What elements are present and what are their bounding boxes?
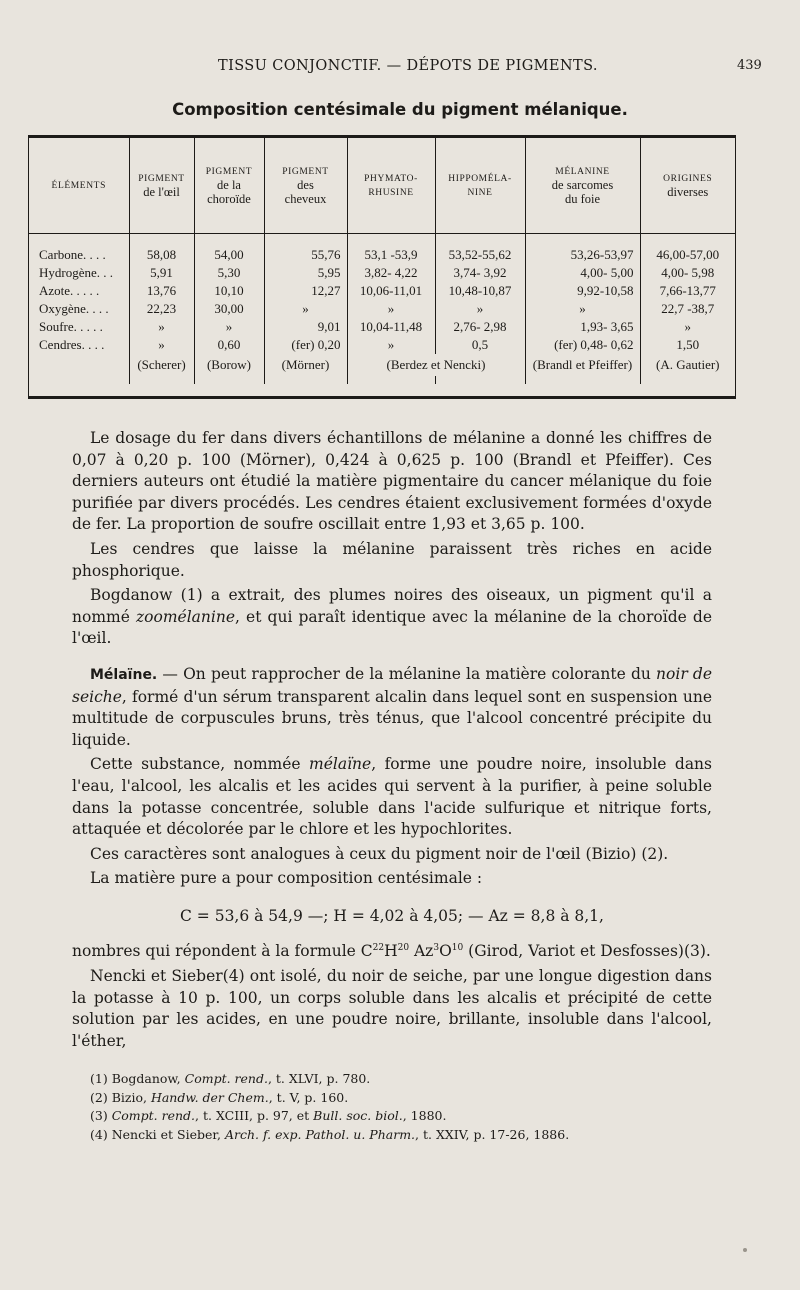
footnote-4: (4) Nencki et Sieber, Arch. f. exp. Pathol. u. Pharm., t. XXIV, p. 17-26, 1886. [90,1126,570,1142]
cell-choroide: 0,60 [194,336,264,354]
cell-element: Cendres. . . . [39,337,105,352]
cell-cheveux: 9,01 [264,318,347,336]
footnotes [90,1070,710,1144]
cell-origines: 4,00- 5,98 [640,264,735,282]
paragraph-cendres: Les cendres que laisse la mélanine paraissent très riches en acide phosphorique. [72,539,712,580]
col-header-hippomelanine: HIPPOMÉLA- NINE [435,138,525,234]
table-row-hydrogene [29,264,735,282]
cell-choroide: 54,00 [194,234,264,265]
paragraph-substance: Cette substance, nommée mélaïne, forme une poudre noire, insoluble dans l'eau, l'alcool, les alcalis et les acides qui servent à la purifier, à peine soluble dans la potasse concentrée, soluble dans l'acide sulfurique et nitrique forts, attaquée et décolorée par le chlore et les hypochlorites. [72,755,712,839]
cell-source-phymato-hippo: (Berdez et Nencki) [347,354,525,376]
composition-table-frame [28,135,736,399]
cell-source-sarcomes: (Brandl et Pfeiffer) [525,354,640,376]
table-header-row [29,138,735,234]
cell-source-oeil: (Scherer) [129,354,194,376]
cell-origines: 1,50 [640,336,735,354]
col-header-phymatorhusine: PHYMATO- RHUSINE [347,138,435,234]
col-header-elements: ÉLÉMENTS [29,138,129,234]
running-head [0,58,800,78]
section-heading-melaine: Mélaïne. [90,666,158,683]
col-header-choroide: PIGMENT de la choroïde [194,138,264,234]
page-number: 439 [737,58,762,73]
cell-sarcomes: (fer) 0,48- 0,62 [525,336,640,354]
footnote-3: (3) Compt. rend., t. XCIII, p. 97, et Bull. soc. biol., 1880. [90,1108,447,1123]
cell-sarcomes: » [525,300,640,318]
cell-oeil: 13,76 [129,282,194,300]
formula-composition: C = 53,6 à 54,9 —; H = 4,02 à 4,05; — Az = 8,8 à 8,1, [180,906,604,925]
cell-phymatorhusine: 10,06-11,01 [347,282,435,300]
cell-source-cheveux: (Mörner) [264,354,347,376]
body-text [72,428,712,1055]
cell-phymatorhusine: » [347,336,435,354]
cell-hippomelanine: 3,74- 3,92 [435,264,525,282]
cell-hippomelanine: 53,52-55,62 [435,234,525,265]
cell-oeil: » [129,318,194,336]
cell-origines: 22,7 -38,7 [640,300,735,318]
paragraph-composition: La matière pure a pour composition centésimale : [90,869,483,888]
cell-phymatorhusine: 10,04-11,48 [347,318,435,336]
cell-sarcomes: 1,93- 3,65 [525,318,640,336]
footnote-2: (2) Bizio, Handw. der Chem., t. V, p. 160. [90,1089,349,1105]
table-row-soufre [29,318,735,336]
cell-oeil: 22,23 [129,300,194,318]
cell-oeil: » [129,336,194,354]
cell-element: Carbone. . . . [39,247,106,262]
cell-hippomelanine: » [435,300,525,318]
table-title: Composition centésimale du pigment mélanique. [172,100,628,119]
cell-phymatorhusine: 3,82- 4,22 [347,264,435,282]
cell-phymatorhusine: 53,1 -53,9 [347,234,435,265]
cell-source-origines: (A. Gautier) [640,354,735,376]
cell-sarcomes: 9,92-10,58 [525,282,640,300]
col-header-cheveux: PIGMENT des cheveux [264,138,347,234]
footnote-1: (1) Bogdanow, Compt. rend., t. XLVI, p. 780. [90,1071,371,1086]
col-header-oeil: PIGMENT de l'œil [129,138,194,234]
cell-element [29,354,129,376]
paragraph-fer: Le dosage du fer dans divers échantillons de mélanine a donné les chiffres de 0,07 à 0,20 p. 100 (Mörner), 0,424 à 0,625 p. 100 (Brandl et Pfeiffer). Ces derniers auteurs ont étudié la matière pigmentaire du cancer mélanique du foie purifiée par divers procédés. Les cendres étaient exclusivement formées d'oxyde de fer. La proportion de soufre oscillait entre 1,93 et 3,65 p. 100. [72,429,712,534]
cell-sarcomes: 4,00- 5,00 [525,264,640,282]
cell-phymatorhusine: » [347,300,435,318]
paragraph-bogdanow: Bogdanow (1) a extrait, des plumes noires des oiseaux, un pigment qu'il a nommé zoomélanine, et qui paraît identique avec la mélanine de la choroïde de l'œil. [72,586,713,648]
cell-oeil: 5,91 [129,264,194,282]
cell-cheveux: 5,95 [264,264,347,282]
cell-cheveux: 12,27 [264,282,347,300]
table-row-oxygene [29,300,735,318]
table-row-cendres [29,336,735,354]
cell-cheveux: 55,76 [264,234,347,265]
cell-source-choroide: (Borow) [194,354,264,376]
cell-element: Hydrogène. . . [39,265,114,280]
cell-choroide: 10,10 [194,282,264,300]
table-row-carbone [29,234,735,265]
cell-choroide: » [194,318,264,336]
paragraph-melaine: Mélaïne. — On peut rapprocher de la mélanine la matière colorante du noir de seiche, formé d'un sérum transparent alcalin dans lequel sont en suspension une multitude de corpuscules bruns, très ténus, que l'alcool concentré précipite du liquide. [72,664,712,749]
paragraph-formule: nombres qui répondent à la formule $C^{22}H^{20}$ $Az^3O^{10}$ (Girod, Variot et Desfosses)(3). [72,942,711,961]
cell-hippomelanine: 2,76- 2,98 [435,318,525,336]
cell-hippomelanine: 0,5 [435,336,525,354]
cell-hippomelanine: 10,48-10,87 [435,282,525,300]
cell-element: Oxygène. . . . [39,301,109,316]
col-header-sarcomes: MÉLANINE de sarcomes du foie [525,138,640,234]
cell-origines: 46,00-57,00 [640,234,735,265]
paragraph-nencki: Nencki et Sieber(4) ont isolé, du noir de seiche, par une longue digestion dans la potasse à 10 p. 100, un corps soluble dans les alcalis et précipité de cette solution par les acides, en une poudre noire, brillante, insoluble dans l'alcool, l'éther, [72,967,712,1050]
cell-element: Azote. . . . . [39,283,100,298]
cell-oeil: 58,08 [129,234,194,265]
paragraph-caracteres: Ces caractères sont analogues à ceux du pigment noir de l'œil (Bizio) (2). [90,844,669,863]
composition-table [29,138,735,384]
table-row-padding [29,376,735,384]
paper-speck [743,1248,747,1252]
table-row-sources [29,354,735,376]
cell-cheveux: » [264,300,347,318]
cell-origines: 7,66-13,77 [640,282,735,300]
cell-element: Soufre. . . . . [39,319,103,334]
col-header-origines: ORIGINES diverses [640,138,735,234]
cell-cheveux: (fer) 0,20 [264,336,347,354]
table-row-azote [29,282,735,300]
cell-origines: » [640,318,735,336]
cell-choroide: 30,00 [194,300,264,318]
running-title: TISSU CONJONCTIF. — DÉPOTS DE PIGMENTS. [218,58,598,74]
cell-sarcomes: 53,26-53,97 [525,234,640,265]
cell-choroide: 5,30 [194,264,264,282]
